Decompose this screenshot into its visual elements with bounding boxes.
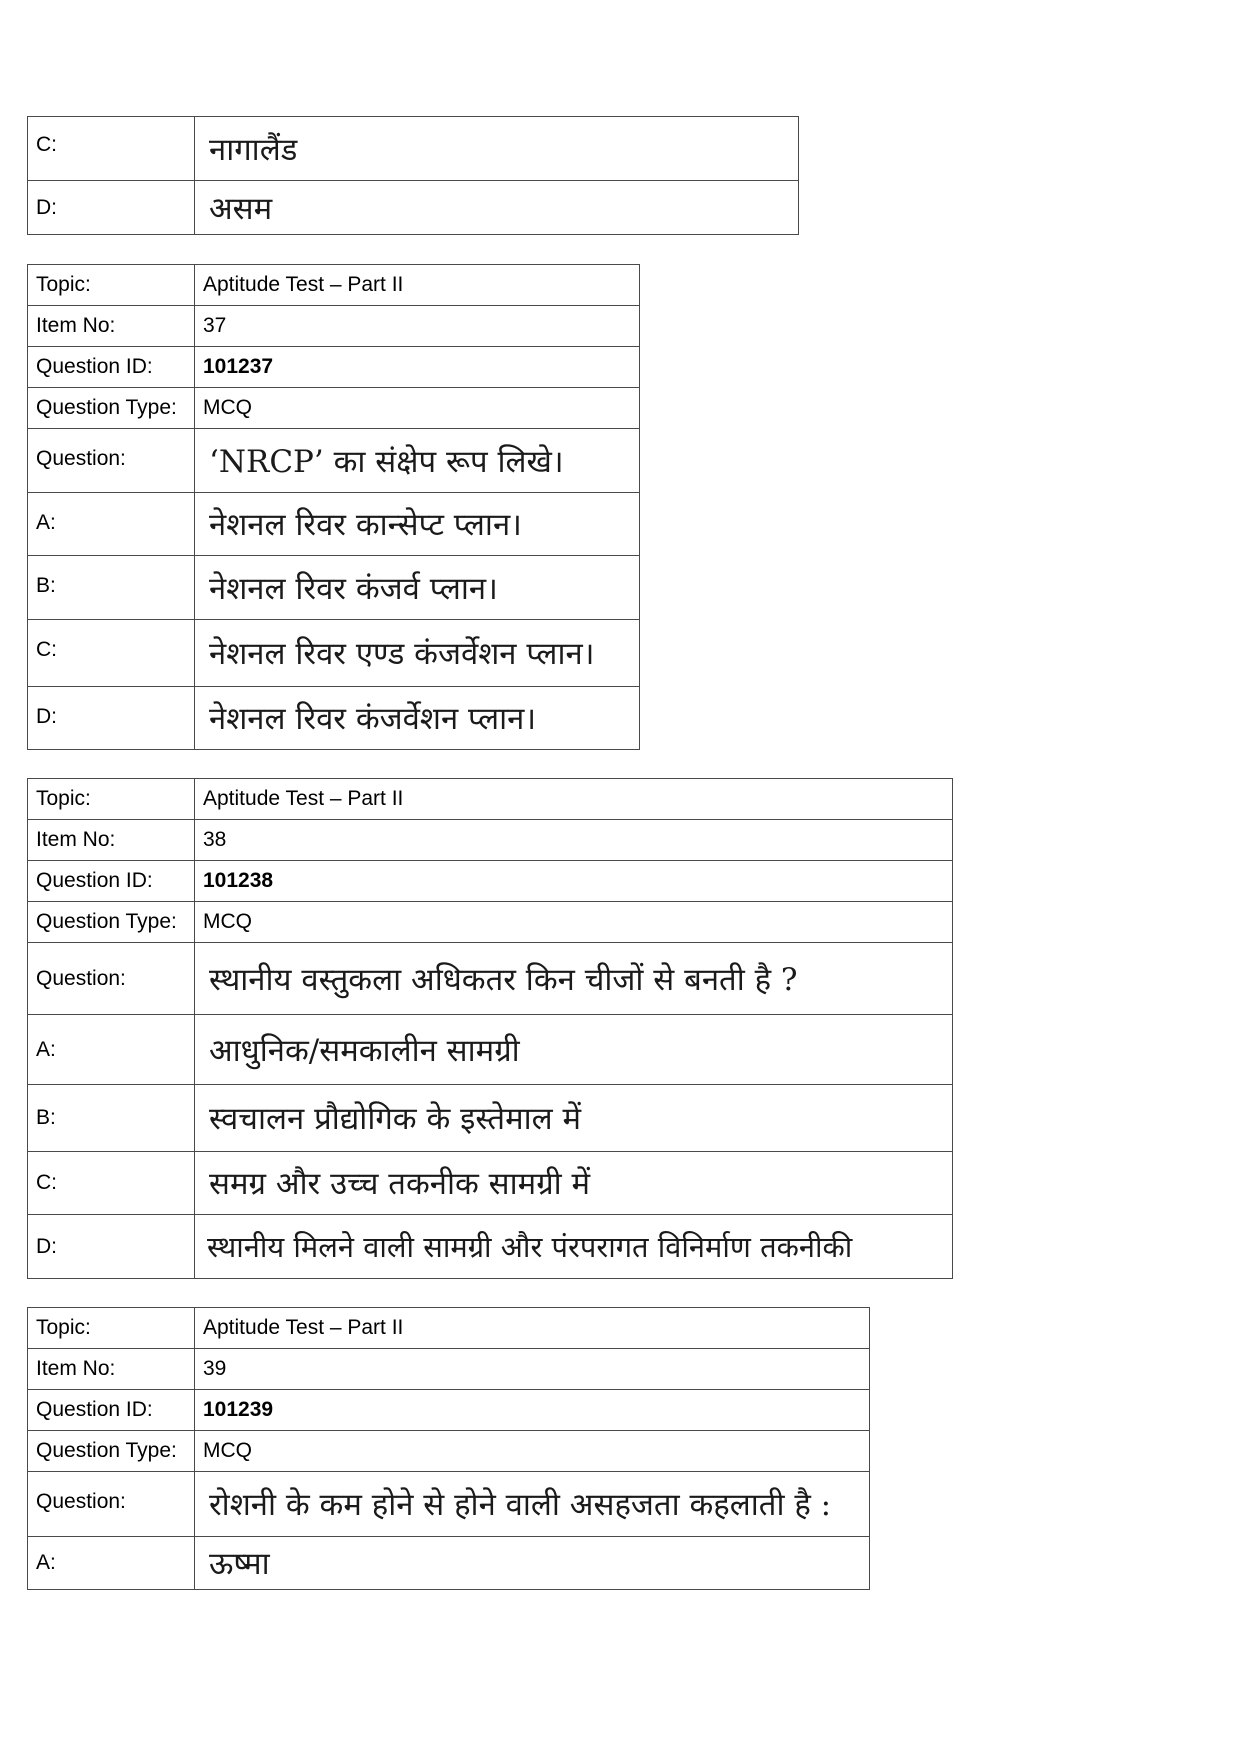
- item-no-value: 39: [195, 1349, 870, 1390]
- option-a-text: ऊष्मा: [195, 1537, 870, 1590]
- option-c-label: C:: [28, 620, 195, 687]
- item-no-label: Item No:: [28, 306, 195, 347]
- question-type-label: Question Type:: [28, 902, 195, 943]
- question-type-value: MCQ: [195, 388, 640, 429]
- option-d-text: नेशनल रिवर कंजर्वेशन प्लान।: [195, 687, 640, 750]
- item-no-label: Item No:: [28, 820, 195, 861]
- topic-label: Topic:: [28, 779, 195, 820]
- option-b-label: B:: [28, 1085, 195, 1152]
- option-a-label: A:: [28, 1537, 195, 1590]
- question-id-label: Question ID:: [28, 347, 195, 388]
- question-label: Question:: [28, 429, 195, 493]
- option-a-text: आधुनिक/समकालीन सामग्री: [195, 1015, 953, 1085]
- option-a-label: A:: [28, 493, 195, 556]
- question-label: Question:: [28, 943, 195, 1015]
- topic-value: Aptitude Test – Part II: [195, 1308, 870, 1349]
- option-d-label: D:: [28, 181, 195, 235]
- item-no-value: 38: [195, 820, 953, 861]
- option-a-text: नेशनल रिवर कान्सेप्ट प्लान।: [195, 493, 640, 556]
- item-no-label: Item No:: [28, 1349, 195, 1390]
- question-id-value: 101237: [195, 347, 640, 388]
- question-id-label: Question ID:: [28, 1390, 195, 1431]
- option-b-text: नेशनल रिवर कंजर्व प्लान।: [195, 556, 640, 620]
- option-d-text: असम: [195, 181, 799, 235]
- topic-label: Topic:: [28, 265, 195, 306]
- prev-question-options-table: [27, 116, 799, 235]
- option-c-text: नागालैंड: [195, 117, 799, 181]
- option-c-label: C:: [28, 1152, 195, 1215]
- option-c-text: नेशनल रिवर एण्ड कंजर्वेशन प्लान।: [195, 620, 640, 687]
- question-type-label: Question Type:: [28, 388, 195, 429]
- option-d-text: स्थानीय मिलने वाली सामग्री और पंरपरागत विनिर्माण तकनीकी: [195, 1215, 953, 1279]
- option-c-text: समग्र और उच्च तकनीक सामग्री में: [195, 1152, 953, 1215]
- option-a-label: A:: [28, 1015, 195, 1085]
- question-id-value: 101239: [195, 1390, 870, 1431]
- question-type-value: MCQ: [195, 902, 953, 943]
- question-table-37: [27, 264, 640, 750]
- question-table-39: [27, 1307, 870, 1590]
- topic-value: Aptitude Test – Part II: [195, 779, 953, 820]
- question-text: ‘NRCP’ का संक्षेप रूप लिखे।: [195, 429, 640, 493]
- option-d-label: D:: [28, 687, 195, 750]
- option-d-label: D:: [28, 1215, 195, 1279]
- question-id-label: Question ID:: [28, 861, 195, 902]
- question-text: स्थानीय वस्तुकला अधिकतर किन चीजों से बनती है ?: [195, 943, 953, 1015]
- question-id-value: 101238: [195, 861, 953, 902]
- option-c-label: C:: [28, 117, 195, 181]
- question-label: Question:: [28, 1472, 195, 1537]
- question-table-38: [27, 778, 953, 1279]
- option-b-text: स्वचालन प्रौद्योगिक के इस्तेमाल में: [195, 1085, 953, 1152]
- item-no-value: 37: [195, 306, 640, 347]
- topic-value: Aptitude Test – Part II: [195, 265, 640, 306]
- option-b-label: B:: [28, 556, 195, 620]
- question-type-value: MCQ: [195, 1431, 870, 1472]
- question-text: रोशनी के कम होने से होने वाली असहजता कहलाती है :: [195, 1472, 870, 1537]
- topic-label: Topic:: [28, 1308, 195, 1349]
- question-type-label: Question Type:: [28, 1431, 195, 1472]
